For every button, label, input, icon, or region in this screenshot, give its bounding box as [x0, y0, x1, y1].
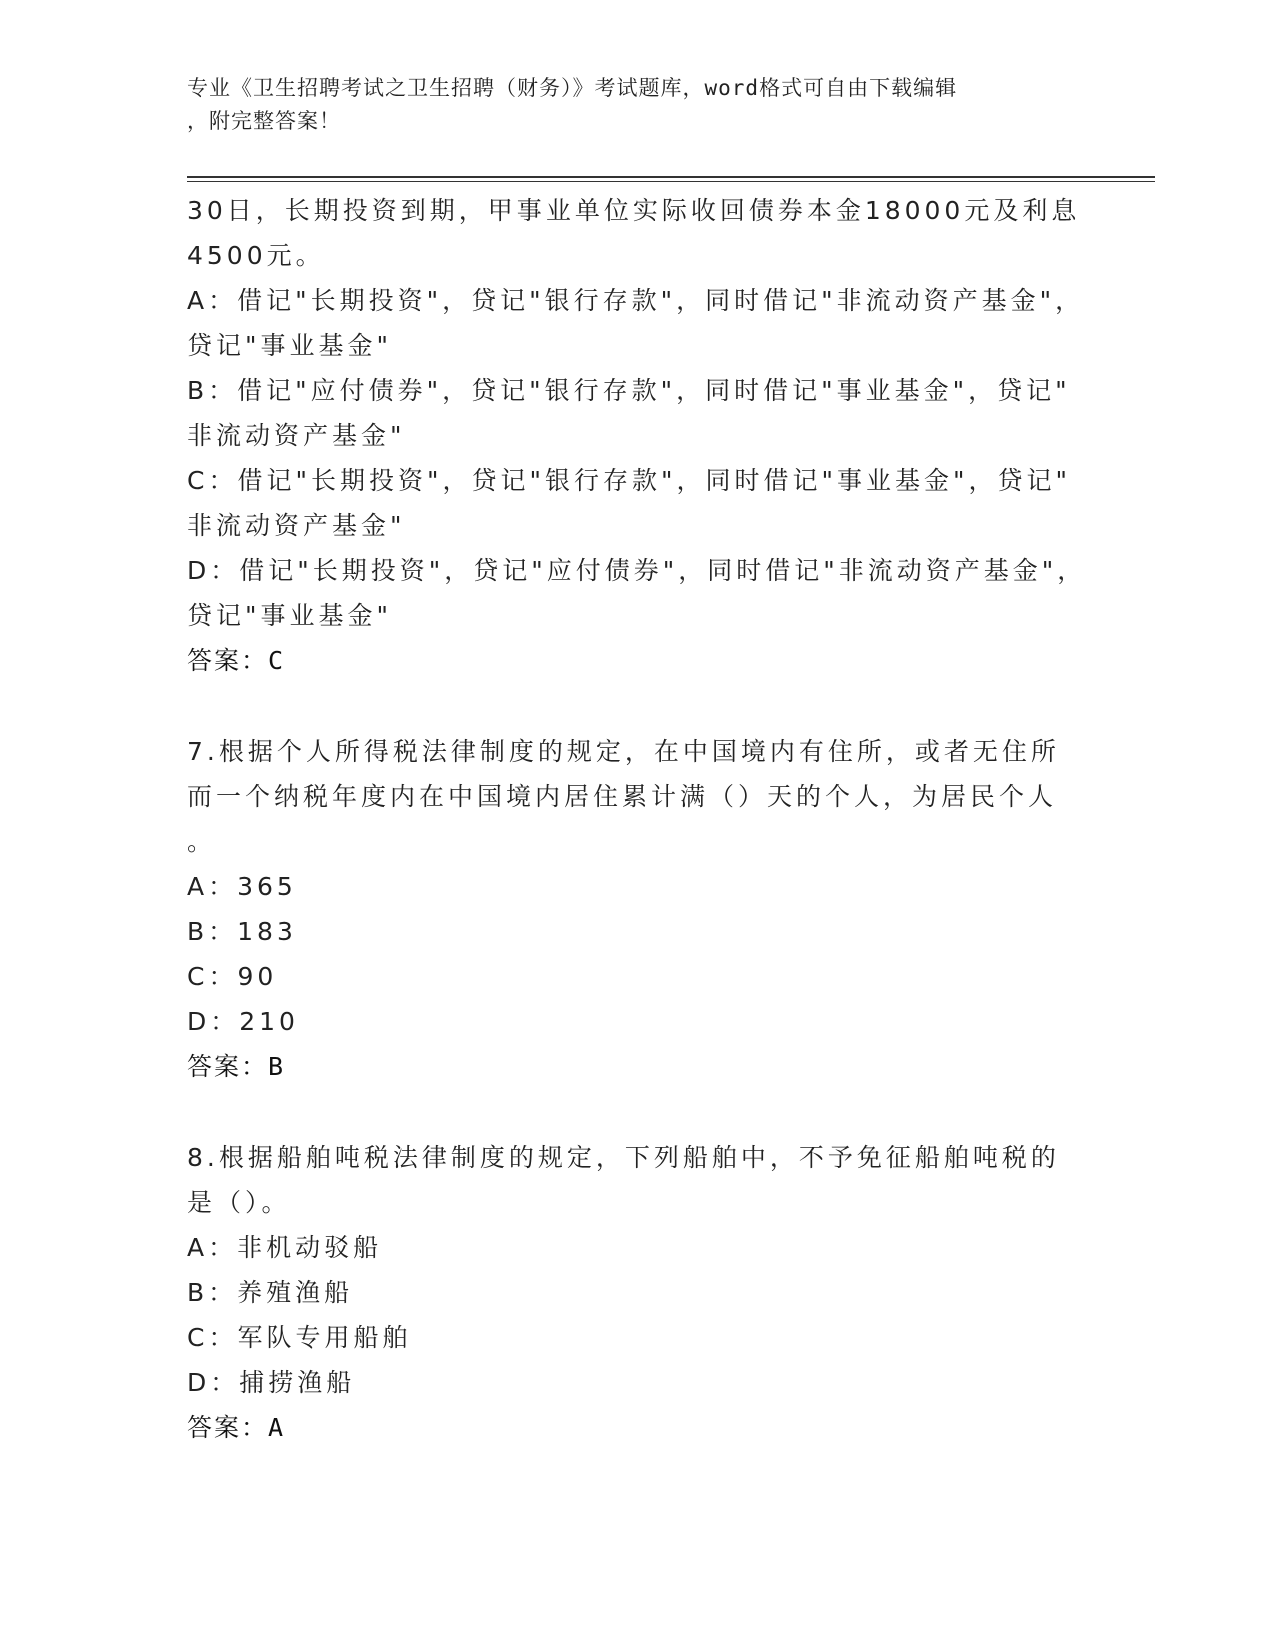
header-title-line-1: 专业《卫生招聘考试之卫生招聘（财务）》考试题库，word格式可自由下载编辑: [187, 76, 958, 100]
question-content: [187, 188, 1087, 1450]
question-7-option-a: A：365: [187, 872, 297, 901]
page-header: [187, 72, 1067, 138]
question-8-answer: 答案：A: [187, 1413, 286, 1442]
question-6-option-d-line-2: 贷记"事业基金": [187, 601, 392, 630]
question-7-stem-line-3: 。: [187, 827, 217, 856]
question-6-option-b-line-1: B：借记"应付债券"，贷记"银行存款"，同时借记"事业基金"，贷记": [187, 376, 1071, 405]
header-title-line-2: ，附完整答案！: [187, 109, 341, 133]
question-8-stem-line-2: 是（）。: [187, 1188, 291, 1217]
question-6-option-d-line-1: D：借记"长期投资"，贷记"应付债券"，同时借记"非流动资产基金"，: [187, 556, 1087, 585]
question-8-option-c: C：军队专用船舶: [187, 1323, 412, 1352]
question-7-stem-line-1: 7.根据个人所得税法律制度的规定，在中国境内有住所，或者无住所: [187, 737, 1060, 766]
question-6-stem-line-1: 30日，长期投资到期，甲事业单位实际收回债券本金18000元及利息: [187, 196, 1081, 225]
question-6-stem-line-2: 4500元。: [187, 241, 325, 270]
question-7-stem-line-2: 而一个纳税年度内在中国境内居住累计满（）天的个人，为居民个人: [187, 782, 1058, 811]
question-8-option-b: B：养殖渔船: [187, 1278, 354, 1307]
question-7-answer: 答案：B: [187, 1052, 286, 1081]
header-double-rule: [187, 176, 1155, 182]
question-6-option-c-line-1: C：借记"长期投资"，贷记"银行存款"，同时借记"事业基金"，贷记": [187, 466, 1071, 495]
question-6-option-a-line-2: 贷记"事业基金": [187, 331, 392, 360]
question-6-option-b-line-2: 非流动资产基金": [187, 421, 406, 450]
question-8-option-d: D：捕捞渔船: [187, 1368, 356, 1397]
question-8: [187, 1135, 1067, 1450]
question-8-option-a: A：非机动驳船: [187, 1233, 383, 1262]
question-8-stem-line-1: 8.根据船舶吨税法律制度的规定，下列船舶中，不予免征船舶吨税的: [187, 1143, 1060, 1172]
question-6-answer: 答案：C: [187, 646, 286, 675]
question-7-option-d: D：210: [187, 1007, 299, 1036]
question-7-option-b: B：183: [187, 917, 297, 946]
question-6-option-c-line-2: 非流动资产基金": [187, 511, 406, 540]
question-spacer: [187, 683, 1067, 729]
question-7: [187, 729, 1067, 1089]
question-7-option-c: C：90: [187, 962, 278, 991]
question-6: [187, 188, 1087, 683]
question-spacer: [187, 1089, 1067, 1135]
question-6-option-a-line-1: A：借记"长期投资"，贷记"银行存款"，同时借记"非流动资产基金"，: [187, 286, 1085, 315]
